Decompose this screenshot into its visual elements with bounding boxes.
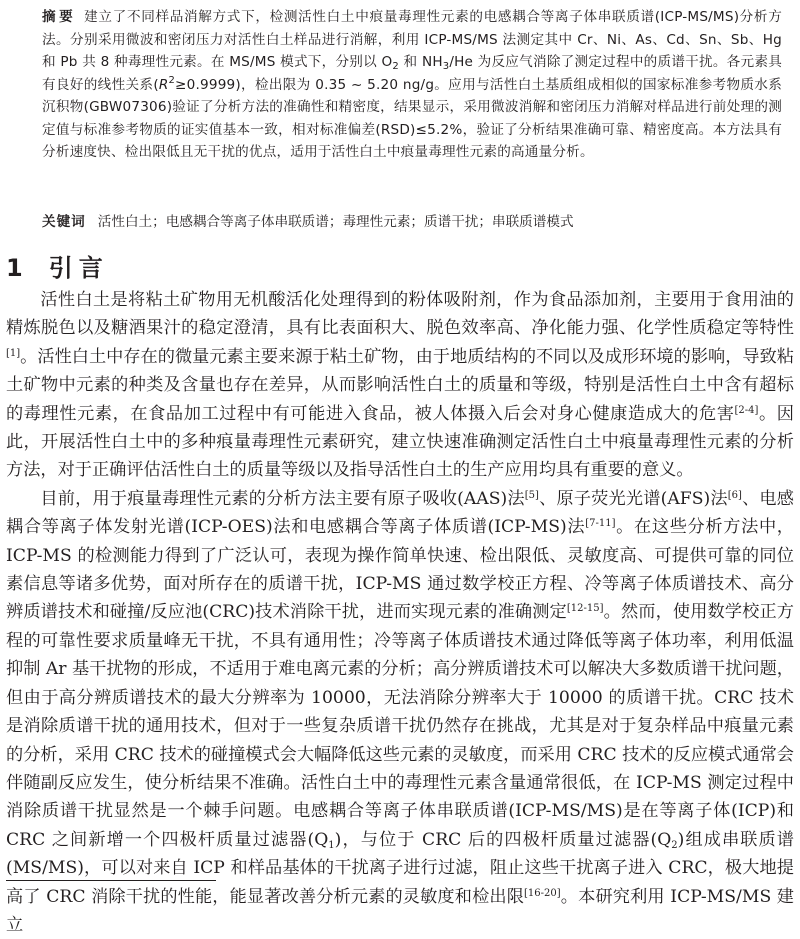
paragraph-text: 。本研究利用 ICP-MS/MS 建立	[6, 886, 794, 935]
paragraph-text: 。活性白土中存在的微量元素主要来源于粘土矿物，由于地质结构的不同以及成形环境的影响，导致粘土矿物中元素的种类及含量也存在差异，从而影响活性白土的质量和等级，特别是活性白土中含有超标的毒理性元素，在食品加工过程中有可能进入食品，被人体摄入后会对身心健康造成大的危害	[6, 346, 794, 424]
keywords-text: 活性白土；电感耦合等离子体串联质谱；毒理性元素；质谱干扰；串联质谱模式	[97, 214, 574, 230]
section-title: 引言	[48, 254, 109, 282]
abstract-text: /He 为反应气消除了测定过程中的质谱干扰。各元素具有良好的线性关系(	[42, 54, 782, 93]
keywords	[42, 212, 782, 232]
section-number: 1	[6, 254, 29, 282]
q2-subscript: 2	[671, 839, 678, 851]
body-text	[6, 286, 794, 939]
citation: [1]	[6, 347, 21, 359]
paragraph-text: 。然而，使用数学校正方程的可靠性要求质量峰无干扰，不具有通用性；冷等离子体质谱技术通过降低等离子体功率，利用低温抑制 Ar 基干扰物的形成，不适用于难电离元素的分析；高分辨质谱技术可以解决大多数质谱干扰问题，但由于高分辨质谱技术的最大分辨率为 10000，无法消除分辨率大于 10000 的质谱干扰。CRC 技术是消除质谱干扰的通用技术，但对于一些复杂质谱干扰仍然存在挑战，尤其是对于复杂样品中痕量元素的分析，采用 CRC 技术的碰撞模式会大幅降低这些元素的灵敏度，而采用 CRC 技术的反应模式通常会伴随副反应发生，使分析结果不准确。活性白土中的毒理性元素含量通常很低，在 ICP-MS 测定过程中消除质谱干扰显然是一个棘手问题。电感耦合等离子体串联质谱(ICP-MS/MS)是在等离子体(ICP)和 CRC 之间新增一个四极杆质量过滤器(Q	[6, 602, 794, 850]
paragraph-text: )，与位于 CRC 后的四极杆质量过滤器(Q	[334, 829, 672, 850]
citation: [7-11]	[585, 518, 616, 530]
r-squared-superscript: 2	[168, 74, 176, 86]
abstract-text: 建立了不同样品消解方式下，检测活性白土中痕量毒理性元素的电感耦合等离子体串联质谱(ICP-MS/MS)分析方法。分别采用微波和密闭压力对活性白土样品进行消解，利用 ICP-MS/MS 法测定其中 Cr、Ni、As、Cd、Sn、Sb、Hg 和 Pb 共 8 种毒理性元素。在 MS/MS 模式下，分别以 O	[42, 9, 782, 70]
paragraph-text: 。因此，开展活性白土中的多种痕量毒理性元素研究，建立快速准确测定活性白土中痕量毒理性元素的分析方法，对于正确评估活性白土的质量等级以及指导活性白土的生产应用均具有重要的意义。	[6, 403, 794, 481]
paragraph-text: )组成串联质谱(MS/MS)，可以对来自 ICP 和样品基体的干扰离子进行过滤，阻止这些干扰离子进入 CRC，极大地提高了 CRC 消除干扰的性能，能显著改善分析元素的灵敏度和检出限	[6, 829, 794, 907]
abstract	[42, 6, 782, 164]
q1-subscript: 1	[328, 839, 335, 851]
citation: [16-20]	[524, 887, 561, 899]
citation: [2-4]	[734, 404, 759, 416]
paragraph-2	[6, 485, 794, 939]
paragraph-text: 。在这些分析方法中，ICP-MS 的检测能力得到了广泛认可，表现为操作简单快速、检出限低、灵敏度高、可提供可靠的同位素信息等诸多优势，面对所存在的质谱干扰，ICP-MS 通过数学校正方程、冷等离子体质谱技术、高分辨质谱技术和碰撞/反应池(CRC)技术消除干扰，进而实现元素的准确测定	[6, 517, 794, 623]
paragraph-text: 、原子荧光光谱(AFS)法	[538, 488, 728, 509]
o2-subscript: 2	[392, 61, 399, 72]
citation: [12-15]	[566, 603, 604, 615]
paragraph-text: 活性白土是将粘土矿物用无机酸活化处理得到的粉体吸附剂，作为食品添加剂，主要用于食用油的精炼脱色以及糖酒果汁的稳定澄清，具有比表面积大、脱色效率高、净化能力强、化学性质稳定等特性	[6, 290, 794, 339]
citation: [5]	[524, 489, 539, 501]
abstract-text: 和 NH	[398, 54, 443, 70]
citation: [6]	[727, 489, 742, 501]
abstract-label: 摘要	[42, 9, 77, 25]
paragraph-text: 目前，用于痕量毒理性元素的分析方法主要有原子吸收(AAS)法	[40, 488, 525, 509]
keywords-label: 关键词	[42, 214, 86, 230]
nh3-subscript: 3	[442, 61, 450, 72]
section-heading	[6, 248, 109, 283]
abstract-text: ≥0.9999)，检出限为 0.35 ~ 5.20 ng/g。应用与活性白土基质组成相似的国家标准参考物质水系沉积物(GBW07306)验证了分析方法的准确性和精密度，结果显示，采用微波消解和密闭压力消解对样品进行前处理的测定值与标准参考物质的证实值基本一致，相对标准偏差(RSD)≤5.2%，验证了分析结果准确可靠、精密度高。本方法具有分析速度快、检出限低且无干扰的优点，适用于活性白土中痕量毒理性元素的高通量分析。	[42, 76, 782, 160]
footnote-divider	[6, 880, 216, 881]
paragraph-text: 、电感耦合等离子体发射光谱(ICP-OES)法和电感耦合等离子体质谱(ICP-MS)法	[6, 488, 794, 538]
paragraph-1	[6, 286, 794, 485]
r-variable: R	[158, 76, 169, 93]
